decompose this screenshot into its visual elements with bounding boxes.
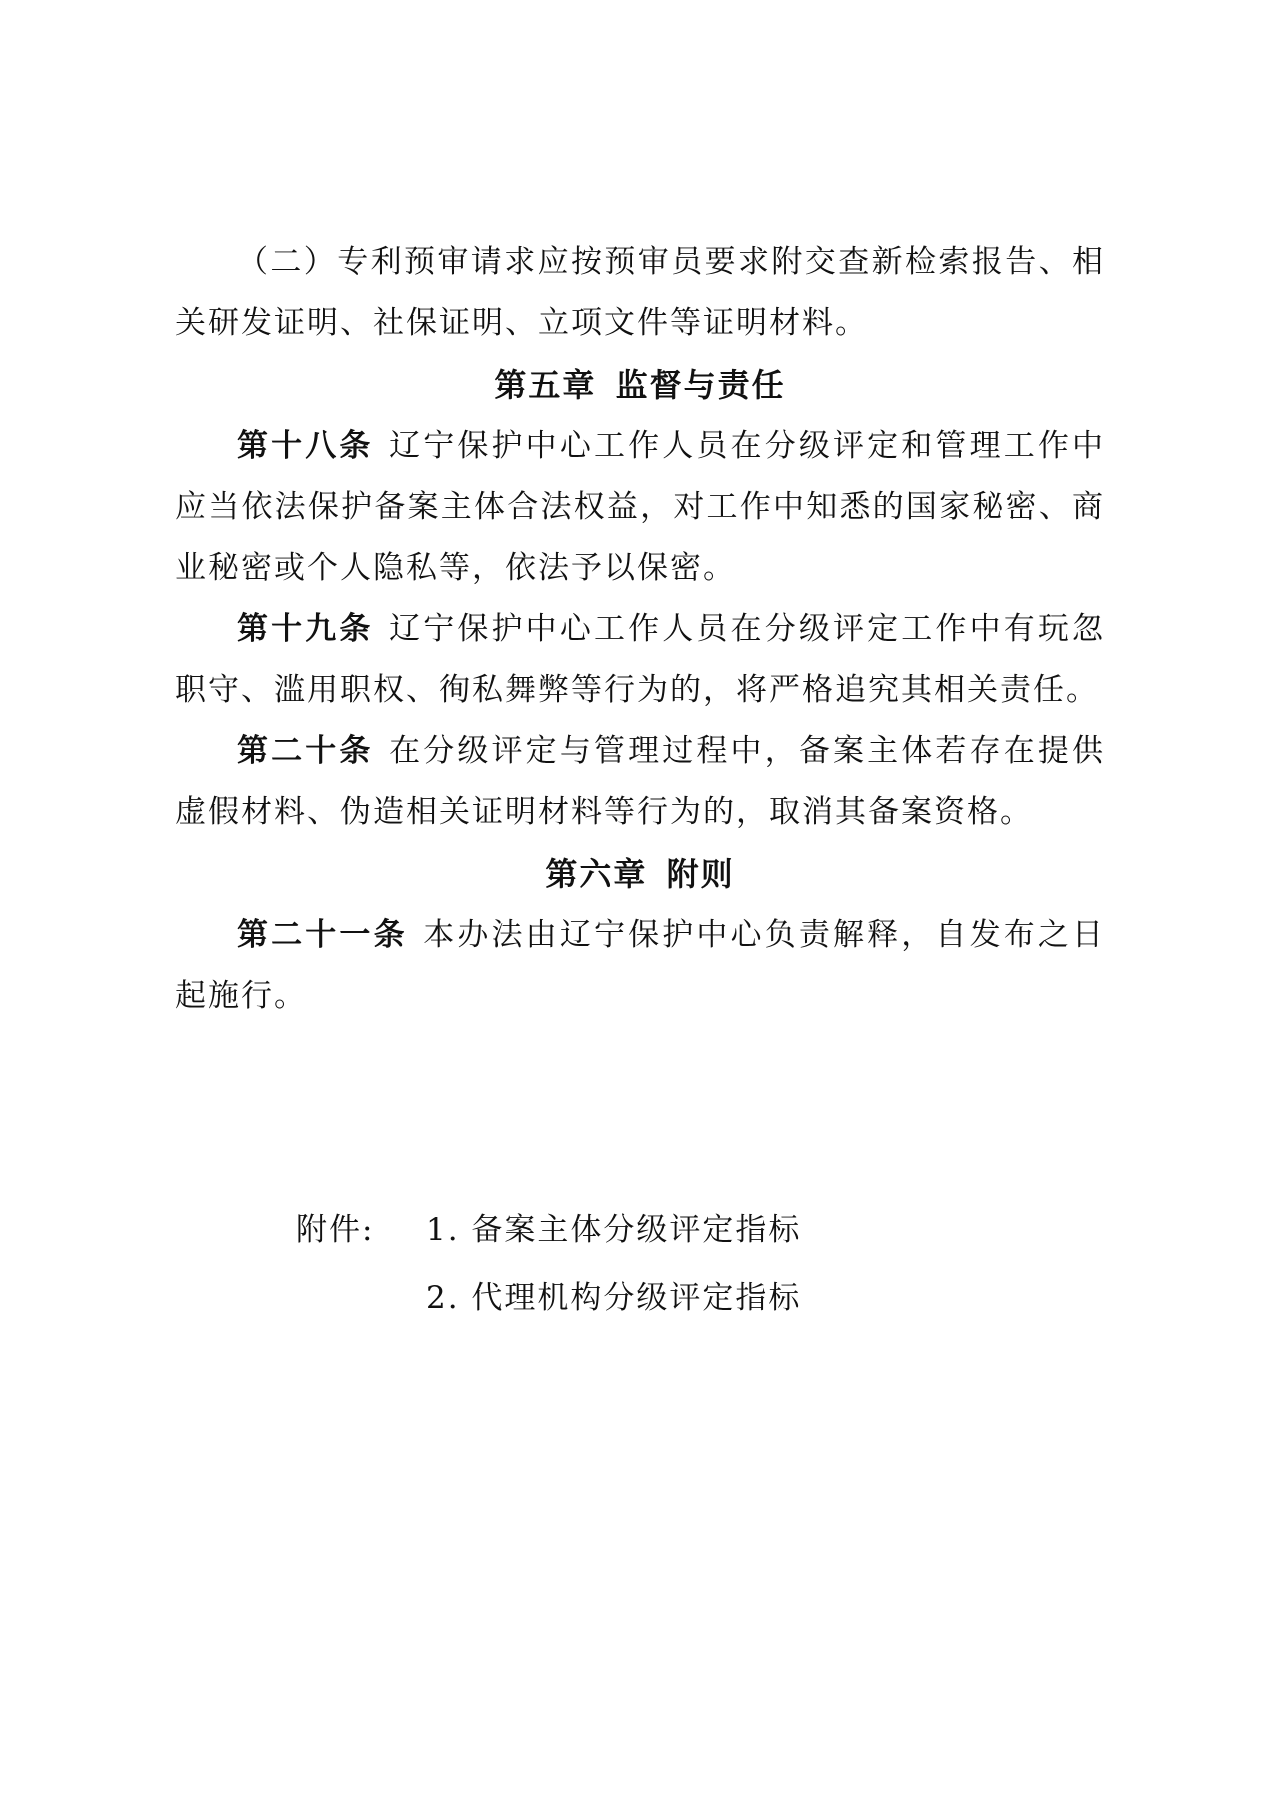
article-20 bbox=[175, 721, 1105, 843]
paragraph-item-2 bbox=[175, 232, 1105, 354]
attachment-item: 2. 代理机构分级评定指标 bbox=[426, 1280, 802, 1316]
article-text: 辽宁保护中心工作人员在分级评定和管理工作中应当依法保护备案主体合法权益，对工作中知悉的国家秘密、商业秘密或个人隐私等，依法予以保密。 bbox=[175, 428, 1106, 586]
article-label: 第二十一条 bbox=[237, 917, 408, 953]
chapter-heading-5 bbox=[175, 354, 1105, 416]
chapter-title: 附则 bbox=[666, 855, 735, 893]
attachments-list bbox=[296, 1196, 801, 1332]
chapter-number: 第六章 bbox=[545, 855, 648, 893]
paragraph-text: （二）专利预审请求应按预审员要求附交查新检索报告、相关研发证明、社保证明、立项文件等证明材料。 bbox=[175, 244, 1105, 341]
article-18 bbox=[175, 416, 1105, 599]
attachment-item: 1. 备案主体分级评定指标 bbox=[426, 1212, 802, 1248]
chapter-title: 监督与责任 bbox=[615, 366, 786, 404]
attachments-label: 附件: bbox=[296, 1212, 375, 1248]
article-label: 第十九条 bbox=[237, 611, 374, 647]
article-label: 第十八条 bbox=[237, 428, 374, 464]
article-text: 在分级评定与管理过程中，备案主体若存在提供虚假材料、伪造相关证明材料等行为的，取消其备案资格。 bbox=[175, 733, 1106, 830]
chapter-number: 第五章 bbox=[494, 366, 597, 404]
attachment-row-1 bbox=[296, 1196, 801, 1264]
chapter-heading-6 bbox=[175, 843, 1105, 905]
article-text: 辽宁保护中心工作人员在分级评定工作中有玩忽职守、滥用职权、徇私舞弊等行为的，将严格追究其相关责任。 bbox=[175, 611, 1106, 708]
attachment-row-2 bbox=[296, 1264, 801, 1332]
article-21 bbox=[175, 905, 1105, 1027]
article-label: 第二十条 bbox=[237, 733, 374, 769]
article-text: 本办法由辽宁保护中心负责解释，自发布之日起施行。 bbox=[175, 917, 1106, 1014]
document-body bbox=[175, 232, 1105, 1027]
article-19 bbox=[175, 599, 1105, 721]
